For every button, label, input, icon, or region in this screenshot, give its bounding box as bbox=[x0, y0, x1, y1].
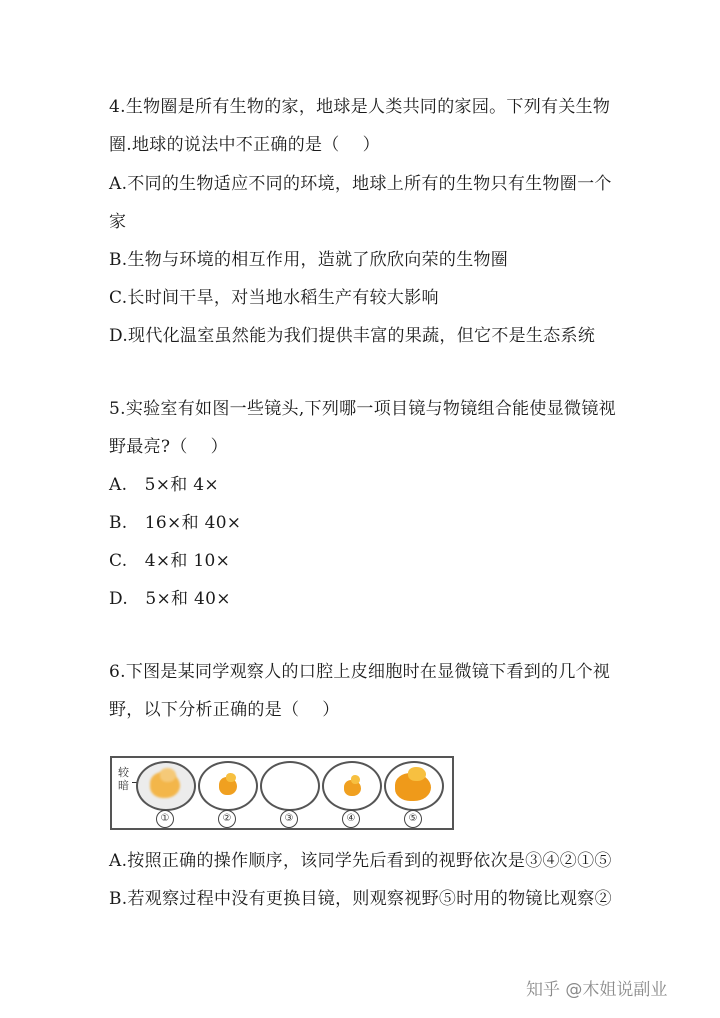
watermark: 知乎 @木姐说副业 bbox=[526, 980, 668, 1000]
q4-option-a-line-2: 家 bbox=[109, 212, 127, 232]
q6-stem-line-2: 野，以下分析正确的是（ ） bbox=[109, 700, 340, 720]
q6-option-b: B.若观察过程中没有更换目镜，则观察视野⑤时用的物镜比观察② bbox=[109, 889, 612, 909]
q4-stem-line-1: 4.生物圈是所有生物的家，地球是人类共同的家园。下列有关生物 bbox=[109, 97, 611, 117]
view-label-5: ⑤ bbox=[404, 810, 422, 828]
view-label-4: ④ bbox=[342, 810, 360, 828]
q5-stem-line-2: 野最亮?（ ） bbox=[109, 437, 228, 457]
q5-option-a: A. 5×和 4× bbox=[109, 475, 219, 495]
cheek-cell-image bbox=[408, 767, 426, 781]
q6-stem-line-1: 6.下图是某同学观察人的口腔上皮细胞时在显微镜下看到的几个视 bbox=[109, 662, 611, 682]
q4-option-c: C.长时间干旱，对当地水稻生产有较大影响 bbox=[109, 288, 439, 308]
field-of-view-1 bbox=[136, 761, 196, 811]
cheek-cell-image bbox=[351, 775, 360, 784]
view-label-1: ① bbox=[156, 810, 174, 828]
q5-option-b: B. 16×和 40× bbox=[109, 513, 242, 533]
field-of-view-4 bbox=[322, 761, 382, 811]
q5-option-d: D. 5×和 40× bbox=[109, 589, 231, 609]
q4-stem-line-2: 圈.地球的说法中不正确的是（ ） bbox=[109, 135, 380, 155]
q6-option-a: A.按照正确的操作顺序，该同学先后看到的视野依次是③④②①⑤ bbox=[109, 851, 612, 871]
microscope-views-figure bbox=[110, 756, 454, 830]
q4-option-d: D.现代化温室虽然能为我们提供丰富的果蔬，但它不是生态系统 bbox=[109, 326, 596, 346]
cheek-cell-image bbox=[226, 773, 236, 782]
dim-label: 较暗 bbox=[118, 766, 129, 792]
q4-option-b: B.生物与环境的相互作用，造就了欣欣向荣的生物圈 bbox=[109, 250, 509, 270]
q4-option-a-line-1: A.不同的生物适应不同的环境，地球上所有的生物只有生物圈一个 bbox=[109, 174, 612, 194]
field-of-view-2 bbox=[198, 761, 258, 811]
q5-stem-line-1: 5.实验室有如图一些镜头,下列哪一项目镜与物镜组合能使显微镜视 bbox=[109, 399, 616, 419]
q5-option-c: C. 4×和 10× bbox=[109, 551, 231, 571]
view-label-2: ② bbox=[218, 810, 236, 828]
view-label-3: ③ bbox=[280, 810, 298, 828]
cheek-cell-image bbox=[160, 768, 176, 782]
field-of-view-5 bbox=[384, 761, 444, 811]
field-of-view-3 bbox=[260, 761, 320, 811]
